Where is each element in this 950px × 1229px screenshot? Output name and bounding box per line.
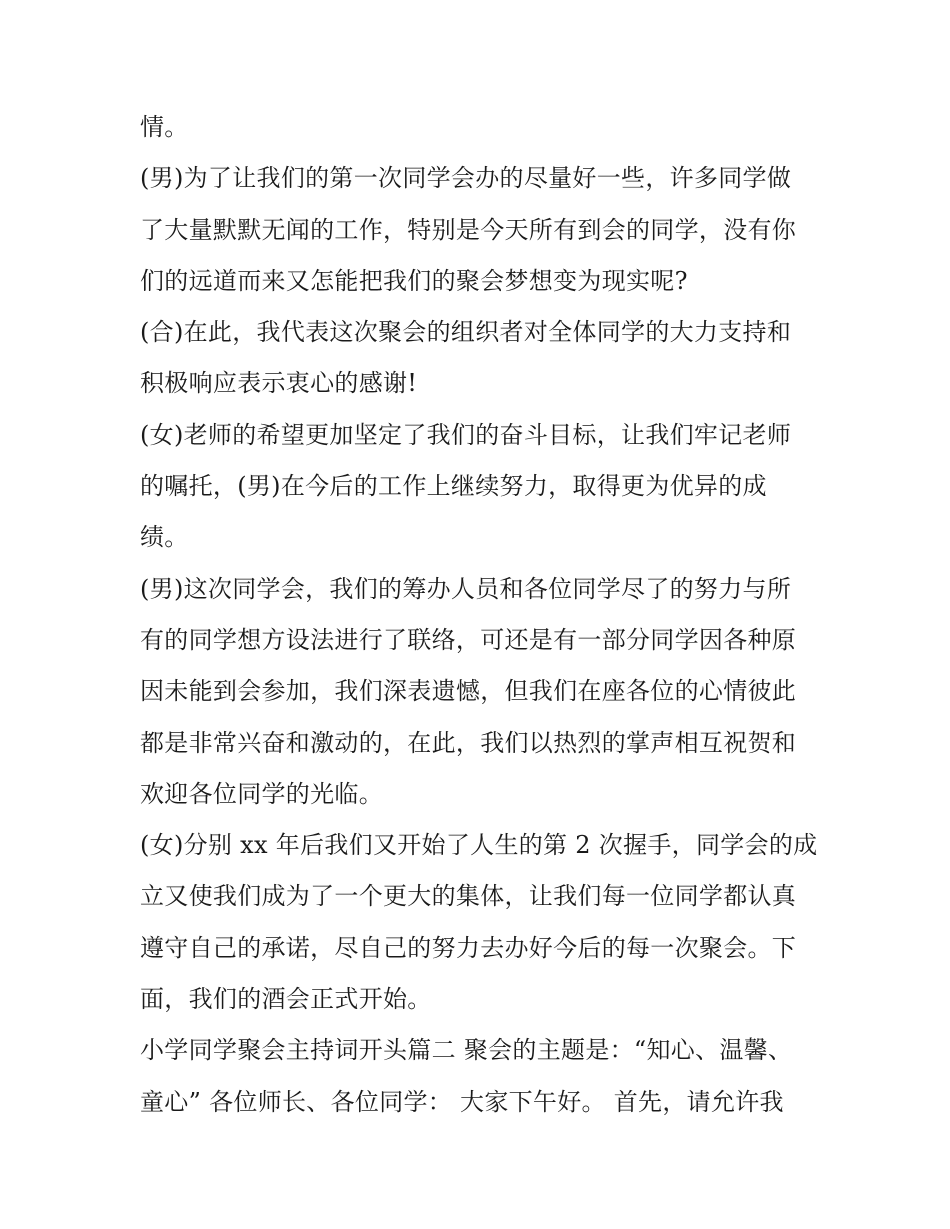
- text-line: 欢迎各位同学的光临。: [140, 779, 383, 808]
- text-line: 情。: [140, 113, 189, 141]
- text-line: 的嘱托，(男)在今后的工作上继续努力，取得更为优异的成: [140, 472, 767, 501]
- text-line: 绩。: [140, 523, 189, 552]
- document-body: [140, 102, 820, 1128]
- text-line: (男)这次同学会，我们的筹办人员和各位同学尽了的努力与所: [140, 574, 792, 603]
- text-line: (女)分别 xx 年后我们又开始了人生的第 2 次握手，同学会的成: [140, 831, 818, 860]
- text-line: 都是非常兴奋和激动的，在此，我们以热烈的掌声相互祝贺和: [140, 728, 797, 757]
- text-line: 小学同学聚会主持词开头篇二 聚会的主题是：“知心、温馨、: [140, 1036, 793, 1065]
- text-line: 遵守自己的承诺，尽自己的努力去办好今后的每一次聚会。下: [140, 933, 797, 962]
- text-line: 立又使我们成为了一个更大的集体，让我们每一位同学都认真: [140, 882, 797, 911]
- text-line: 积极响应表示衷心的感谢!: [140, 369, 418, 398]
- text-line: 因未能到会参加，我们深表遗憾，但我们在座各位的心情彼此: [140, 677, 797, 706]
- text-line: (合)在此，我代表这次聚会的组织者对全体同学的大力支持和: [140, 318, 792, 347]
- text-line: (男)为了让我们的第一次同学会办的尽量好一些，许多同学做: [140, 164, 792, 193]
- text-line: 童心” 各位师长、各位同学： 大家下午好。 首先，请允许我: [140, 1087, 784, 1116]
- text-line: (女)老师的希望更加坚定了我们的奋斗目标，让我们牢记老师: [140, 420, 792, 449]
- text-line: 有的同学想方设法进行了联络，可还是有一部分同学因各种原: [140, 625, 797, 654]
- text-line: 面，我们的酒会正式开始。: [140, 985, 432, 1014]
- text-line: 们的远道而来又怎能把我们的聚会梦想变为现实呢?: [140, 266, 688, 295]
- text-line: 了大量默默无闻的工作，特别是今天所有到会的同学，没有你: [140, 215, 797, 244]
